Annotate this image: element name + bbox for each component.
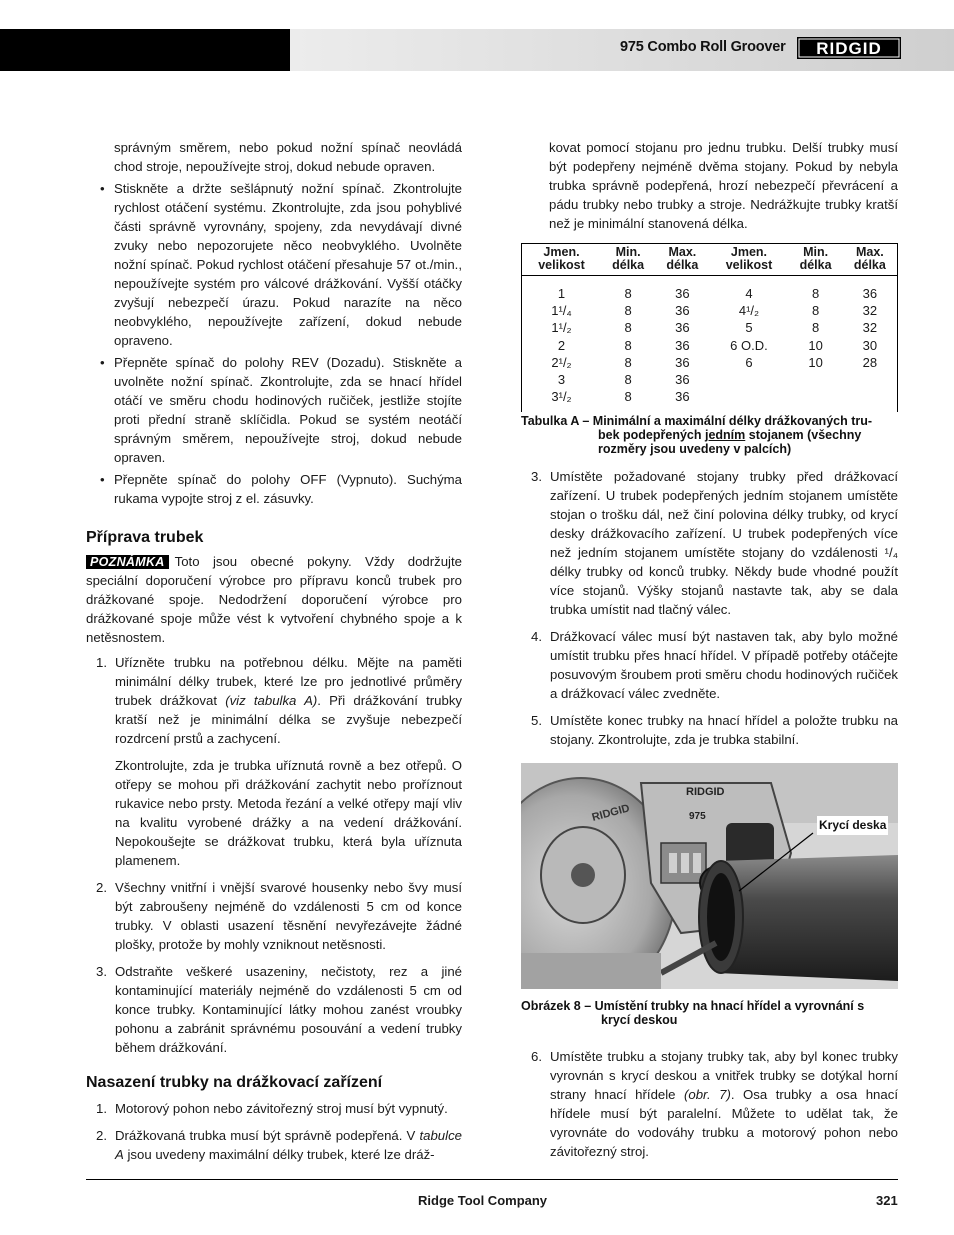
prep-steps — [86, 653, 462, 1057]
caption-line: Tabulka A – Minimální a maximální délky drážkovaných tru- — [521, 414, 873, 429]
step-number: 1. — [96, 655, 107, 670]
mounting-steps — [86, 1099, 462, 1164]
caption-line: Obrázek 8 – Umístění trubky na hnací hřídel a vyrovnání s — [521, 999, 865, 1014]
table-caption — [521, 414, 898, 456]
list-item — [521, 711, 898, 749]
table-row: 1¹/₄ 8 36 4¹/₂ 8 32 — [551, 303, 878, 319]
right-column — [521, 138, 898, 1169]
step-text — [550, 1047, 898, 1161]
table-row: 1¹/₂ 8 36 5 8 32 — [551, 320, 878, 336]
step-number: 5. — [531, 713, 542, 729]
note-label: POZNÁMKA — [86, 555, 169, 569]
figure-pipe-placement — [521, 763, 898, 989]
step-number: 2. — [96, 1128, 107, 1143]
checklist — [86, 179, 462, 508]
step-number: 4. — [531, 629, 542, 645]
step-text: Umístěte konec trubky na hnací hřídel a položte trubku na stojany. Zkontrolujte, zda je trubka stabilní. — [550, 713, 898, 748]
length-table — [521, 243, 898, 412]
step-text: Umístěte požadované stojany trubky před drážkovací zařízení. U trubek podepřených jedním stojanem umístěte stojan o trošku dál, než činí polovina délky trubky, od krycí desky drážkovacího zařízení. U trubek podepřených více než jedním stojanem umístěte stojany do vzdálenosti ¹/₄ délky trubky od konců trubky. Někdy bude vhodné použít více stojanů. Výšky stojanů nastavte tak, aby se dala trubka umístit nad tlačný válec. — [550, 469, 898, 618]
column-header: Jmen. velikost — [709, 244, 788, 276]
table-row: 2 8 36 6 O.D. 10 30 — [557, 337, 878, 353]
mounting-step-six — [521, 1047, 898, 1161]
step-number: 6. — [531, 1049, 542, 1065]
list-item — [86, 1099, 462, 1118]
step-ref: (viz tabulka A) — [225, 693, 318, 708]
list-item — [86, 653, 462, 870]
page-number: 321 — [876, 1193, 898, 1208]
footer-divider — [86, 1179, 898, 1180]
chuck-brand: RIDGID — [590, 802, 631, 825]
groover-photo — [521, 763, 898, 989]
step-text-b: . Osa trubky a osa hnací hřídele musí být paralelní. Můžete to udělat tak, že vyrovnáte do vodováhy trubku a motorový pohon nebo závitořezný stroj. — [550, 1087, 898, 1160]
callout-cover-plate: Krycí deska — [817, 816, 888, 835]
left-column — [86, 138, 462, 1172]
step-text-a: Umístěte trubku a stojany trubky tak, aby byl konec trubky vyrovnán s krycí deskou a vnitřek trubky se dotýkal horní strany hnací hřídele — [550, 1049, 898, 1103]
column-header: Min. délka — [601, 244, 655, 276]
step-number: 3. — [96, 964, 107, 979]
step-text: Všechny vnitřní i vnější svarové housenky nebo švy musí být zabroušeny nejméně do vzdálenosti 5 cm od konce trubky. V oblasti usazení těsnění nevyřezávejte žádné plošky, protože by mohly vzniknout netěsnosti. — [115, 880, 462, 952]
figure-caption — [521, 999, 898, 1027]
list-item — [521, 627, 898, 703]
step-text: Odstraňte veškeré usazeniny, nečistoty, rez a jiné kontaminující materiály nejméně do vzdálenosti 5 cm od konce trubky. Kontaminující látky mohou zanést vroubky pohonu a zabránit správnému posouvání a vedení trubky během drážkování. — [115, 964, 462, 1055]
list-item — [86, 962, 462, 1057]
step-number: 3. — [531, 469, 542, 485]
step-text: Drážkovací válec musí být nastaven tak, aby bylo možné umístit trubku přes hnací hřídel. V případě potřeby otáčejte posuvovým šroubem proti směru chodu hodinových ručiček a drážkovací válec zvedněte. — [550, 629, 898, 702]
list-item — [86, 1126, 462, 1164]
header-title: 975 Combo Roll Groover — [620, 39, 786, 55]
note-text: Toto jsou obecné pokyny. Vždy dodržujte speciální doporučení výrobce pro přípravu konců trubek pro drážkované spoje. Nedodržení doporučení výrobce pro drážkované spoje může vést k vytvoření chybného spoje a k netěsnostem. — [86, 554, 462, 645]
list-item: • Přepněte spínač do polohy REV (Dozadu). Stiskněte a uvolněte nožní spínač. Zkontrolujte, zda se hnací hřídel otáčí ve směru chodu hodinových ručiček, jestliže stojíte proti přední straně sklíčidla. Pokud se systém neotáčí správným směrem, nepoužívejte stroj, dokud nebude opraven. — [114, 353, 462, 467]
table-row: 2¹/₂ 8 36 6 10 28 — [551, 354, 878, 370]
step-text-a: Uřízněte trubku na potřebnou délku. Mějte na paměti minimální délky trubek, které lze pro jednotlivé průměry trubek drážkovat — [115, 655, 462, 708]
table-row: 3 8 36 — [557, 372, 690, 388]
section-heading-mounting: Nasazení trubky na drážkovací zařízení — [86, 1074, 383, 1091]
ridgid-logo — [797, 37, 901, 59]
step-text — [115, 653, 462, 748]
footer-company: Ridge Tool Company — [418, 1193, 548, 1208]
step-text-extra: Zkontrolujte, zda je trubka uříznutá rovně a bez otřepů. O otřepy se mohou při drážkování zachytit nebo proříznout rukavice nebo prsty. Metoda řezání a velké otřepy mají vliv na kvalitu vyrobené drážky a na vedení drážkování. Nepokoušejte se drážkovat trubku, která byla uříznuta plamenem. — [115, 758, 462, 868]
caption-line: rozměry jsou uvedeny v palcích) — [598, 442, 792, 457]
mounting-steps-continued — [521, 467, 898, 749]
header-black-bar — [0, 29, 290, 71]
left-intro: správným směrem, nebo pokud nožní spínač neovládá chod stroje, nepoužívejte stroj, dokud nebude opraven. — [114, 140, 462, 174]
groover-brand: RIDGID — [686, 786, 725, 799]
logo-text: RIDGID — [816, 39, 882, 58]
step-ref: (obr. 7) — [684, 1087, 731, 1103]
list-item — [521, 467, 898, 619]
table-row: 3¹/₂ 8 36 — [551, 389, 690, 405]
list-item: • Přepněte spínač do polohy OFF (Vypnuto). Suchýma rukama vypojte stroj z el. zásuvky. — [114, 470, 462, 508]
right-intro: kovat pomocí stojanu pro jednu trubku. Delší trubky musí být podepřeny nejméně dvěma stojany. Pokud by nebyla trubka správně podepřená, hrozí nebezpečí převrácení a pádu trubky nebo trubky a stroje. Nedrážkujte trubky kratší než je minimální stanovená délka. — [549, 140, 898, 231]
table-row: 1 8 36 4 8 36 — [557, 286, 878, 301]
step-text — [115, 1126, 462, 1164]
step-text: Motorový pohon nebo závitořezný stroj musí být vypnutý. — [115, 1101, 448, 1116]
section-heading-pipe-prep: Příprava trubek — [86, 529, 204, 546]
list-item: • Stiskněte a držte sešlápnutý nožní spínač. Zkontrolujte rychlost otáčení systému. Zkontrolujte, zda jsou pohyblivé části správně vyrovnány, spojeny, zda nevydávají divné zvuky nebo nepozorujete něco neobvyklého. Uvolněte nožní spínač. Pokud rychlost otáčení přesahuje 57 ot./min., nepoužívejte systém pro válcové drážkování. Vyšší otáčky zvyšují nebezpečí úrazu. Pokud narazíte na něco neobvyklého, nepoužívejte zařízení, dokud nebude opraveno. — [114, 179, 462, 350]
list-item — [521, 1047, 898, 1161]
step-text-a: Drážkovaná trubka musí být správně podepřená. V — [115, 1128, 420, 1143]
caption-line: krycí deskou — [601, 1013, 678, 1028]
column-header: Jmen. velikost — [522, 244, 601, 276]
step-number: 1. — [96, 1101, 107, 1116]
column-header: Max. délka — [843, 244, 897, 276]
step-ref: tabulce A — [115, 1128, 462, 1162]
column-header: Min. délka — [788, 244, 842, 276]
caption-line: bek podepřených jedním stojanem (všechny — [598, 428, 862, 443]
note-paragraph — [86, 552, 462, 647]
list-item — [86, 878, 462, 954]
step-number: 2. — [96, 880, 107, 895]
table-header-row — [522, 244, 897, 276]
groover-model: 975 — [689, 811, 706, 823]
step-text-b: jsou uvedeny maximální délky trubek, které lze dráž- — [123, 1147, 435, 1162]
column-header: Max. délka — [655, 244, 709, 276]
step-text-b: . Při drážkování trubky kratší než je minimální délka se zvyšuje nebezpečí rozdrcení prstů a zachycení. — [115, 693, 463, 746]
